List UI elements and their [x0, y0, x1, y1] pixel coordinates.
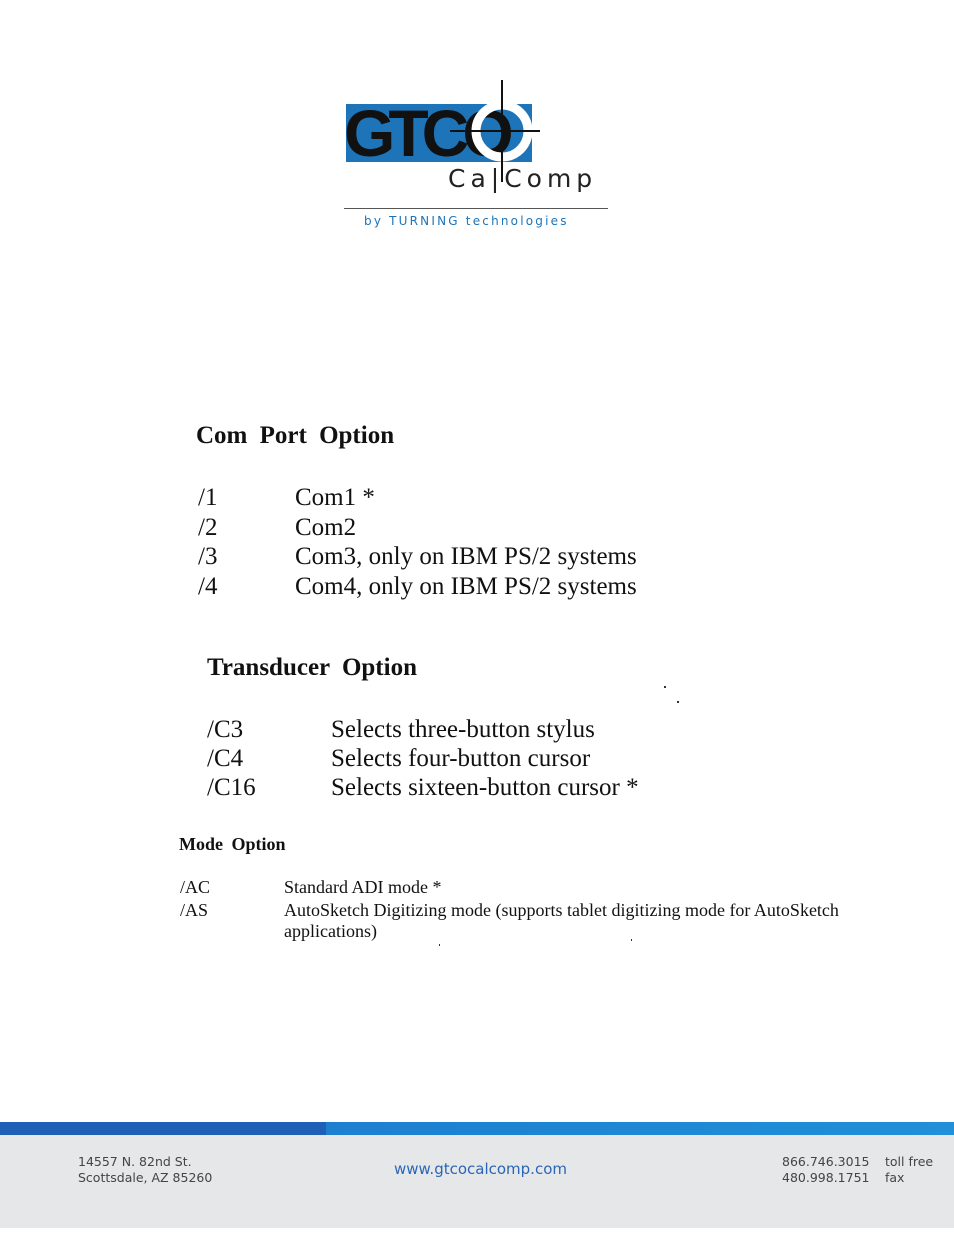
- option-code: /1: [198, 484, 218, 511]
- footer-accent-bar-dark: [0, 1122, 330, 1135]
- scan-speck: [664, 686, 666, 688]
- footer-accent-bar-light: [326, 1122, 954, 1135]
- option-code: /3: [198, 543, 218, 570]
- footer-phone-numbers: [782, 1154, 869, 1186]
- scan-speck: [631, 939, 632, 941]
- logo-divider: [344, 208, 608, 209]
- logo-gtco-letters: GTCO: [344, 96, 507, 170]
- logo-tagline: by TURNING technologies: [364, 214, 569, 228]
- option-description: Com4, only on IBM PS/2 systems: [295, 573, 637, 600]
- logo-calcomp-wordmark: Ca|Comp: [448, 164, 598, 193]
- section-heading: Transducer Option: [207, 654, 417, 681]
- option-code: /4: [198, 573, 218, 600]
- option-description: Selects sixteen-button cursor *: [331, 774, 639, 801]
- option-code: /C3: [207, 716, 244, 743]
- option-code: /AC: [180, 877, 211, 897]
- mode-option-section: [179, 834, 899, 941]
- footer-phone-labels: [885, 1154, 933, 1186]
- phone-tollfree: 866.746.3015: [782, 1154, 870, 1169]
- phone-fax: 480.998.1751: [782, 1170, 870, 1185]
- section-heading: Mode Option: [179, 834, 286, 854]
- option-description: Com1 *: [295, 484, 375, 511]
- address-line-1: 14557 N. 82nd St.: [78, 1154, 192, 1169]
- option-description: Selects three-button stylus: [331, 716, 595, 743]
- footer-address: [78, 1154, 212, 1186]
- section-heading: Com Port Option: [196, 422, 395, 449]
- scan-speck: [677, 701, 679, 703]
- option-code: /AS: [180, 900, 209, 920]
- option-description: Selects four-button cursor: [331, 745, 591, 772]
- label-tollfree: toll free: [885, 1154, 934, 1169]
- option-code: /C16: [207, 774, 256, 801]
- option-description: Standard ADI mode *: [284, 877, 442, 897]
- option-description: Com2: [295, 514, 357, 541]
- label-fax: fax: [885, 1170, 905, 1185]
- option-description: AutoSketch Digitizing mode (supports tablet digitizing mode for AutoSketch applications): [284, 900, 839, 941]
- website-link[interactable]: www.gtcocalcomp.com: [394, 1160, 567, 1178]
- scan-speck: [439, 944, 440, 946]
- option-description: Com3, only on IBM PS/2 systems: [295, 543, 637, 570]
- com-port-option-section: [196, 422, 716, 600]
- transducer-option-section: [207, 654, 727, 801]
- option-code: /2: [198, 514, 218, 541]
- option-code: /C4: [207, 745, 244, 772]
- address-line-2: Scottsdale, AZ 85260: [78, 1170, 213, 1185]
- gtco-calcomp-logo: [344, 78, 614, 238]
